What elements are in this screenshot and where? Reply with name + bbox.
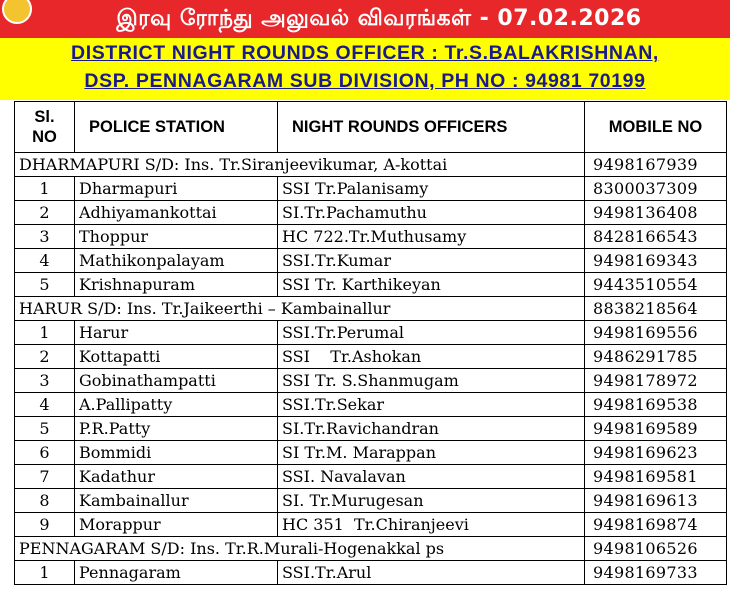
sl-no: 2 <box>15 345 75 369</box>
header-night-rounds-officers: NIGHT ROUNDS OFFICERS <box>278 102 585 153</box>
police-station: A.Pallipatty <box>75 393 278 417</box>
mobile-no: 9498169343 <box>585 249 727 273</box>
table-row <box>15 321 727 345</box>
officer-name: SSI Tr. Karthikeyan <box>278 273 585 297</box>
table-header-row <box>15 102 727 153</box>
sl-no: 1 <box>15 561 75 585</box>
district-officer-banner <box>0 38 730 100</box>
police-station: Krishnapuram <box>75 273 278 297</box>
tn-police-emblem-icon <box>2 0 32 24</box>
header-mobile-no: MOBILE NO <box>585 102 727 153</box>
police-station: Kottapatti <box>75 345 278 369</box>
mobile-no: 9498169874 <box>585 513 727 537</box>
group-title: DHARMAPURI S/D: Ins. Tr.Siranjeevikumar, A-kottai <box>15 153 585 177</box>
header-sl-no <box>15 102 75 153</box>
sl-no: 4 <box>15 249 75 273</box>
sl-no: 6 <box>15 441 75 465</box>
police-station: Thoppur <box>75 225 278 249</box>
sl-no: 1 <box>15 321 75 345</box>
officer-name: SSI.Tr.Arul <box>278 561 585 585</box>
group-mobile: 9498106526 <box>585 537 727 561</box>
mobile-no: 9498169613 <box>585 489 727 513</box>
sl-no: 1 <box>15 177 75 201</box>
sl-no: 2 <box>15 201 75 225</box>
dsp-contact-line: DSP. PENNAGARAM SUB DIVISION, PH NO : 94981 70199 <box>84 70 646 92</box>
sl-no: 5 <box>15 273 75 297</box>
group-title: PENNAGARAM S/D: Ins. Tr.R.Murali-Hogenakkal ps <box>15 537 585 561</box>
table-row <box>15 201 727 225</box>
police-station: Kambainallur <box>75 489 278 513</box>
mobile-no: 9443510554 <box>585 273 727 297</box>
table-row <box>15 393 727 417</box>
mobile-no: 9498169589 <box>585 417 727 441</box>
police-station: Morappur <box>75 513 278 537</box>
mobile-no: 9498169538 <box>585 393 727 417</box>
officer-name: HC 722.Tr.Muthusamy <box>278 225 585 249</box>
officer-name: SSI.Tr.Sekar <box>278 393 585 417</box>
table-row <box>15 513 727 537</box>
officer-name: SI.Tr.Pachamuthu <box>278 201 585 225</box>
mobile-no: 9486291785 <box>585 345 727 369</box>
header-police-station: POLICE STATION <box>75 102 278 153</box>
police-station: Gobinathampatti <box>75 369 278 393</box>
officer-name: SI Tr.M. Marappan <box>278 441 585 465</box>
police-station: Harur <box>75 321 278 345</box>
table-row <box>15 417 727 441</box>
police-station: Kadathur <box>75 465 278 489</box>
page-title: இரவு ரோந்து அலுவல் விவரங்கள் - 07.02.2026 <box>116 6 642 31</box>
mobile-no: 9498169623 <box>585 441 727 465</box>
sl-no: 4 <box>15 393 75 417</box>
mobile-no: 9498136408 <box>585 201 727 225</box>
police-station: P.R.Patty <box>75 417 278 441</box>
police-station: Bommidi <box>75 441 278 465</box>
group-mobile: 9498167939 <box>585 153 727 177</box>
police-station: Dharmapuri <box>75 177 278 201</box>
officer-name: SSI Tr. S.Shanmugam <box>278 369 585 393</box>
header-banner <box>0 0 730 38</box>
police-station: Mathikonpalayam <box>75 249 278 273</box>
officer-name: SI. Tr.Murugesan <box>278 489 585 513</box>
mobile-no: 9498169581 <box>585 465 727 489</box>
district-officer-line: DISTRICT NIGHT ROUNDS OFFICER : Tr.S.BALAKRISHNAN, <box>71 42 659 64</box>
officer-name: SSI. Navalavan <box>278 465 585 489</box>
header-sl-no-text: Sl. NO <box>32 108 57 146</box>
group-title: HARUR S/D: Ins. Tr.Jaikeerthi – Kambainallur <box>15 297 585 321</box>
sl-no: 9 <box>15 513 75 537</box>
table-row <box>15 177 727 201</box>
mobile-no: 9498178972 <box>585 369 727 393</box>
sl-no: 5 <box>15 417 75 441</box>
officer-name: SI.Tr.Ravichandran <box>278 417 585 441</box>
police-station: Adhiyamankottai <box>75 201 278 225</box>
group-row-dharmapuri <box>15 153 727 177</box>
table-row <box>15 441 727 465</box>
table-row <box>15 561 727 585</box>
table-row <box>15 369 727 393</box>
table-row <box>15 345 727 369</box>
sl-no: 3 <box>15 369 75 393</box>
police-station: Pennagaram <box>75 561 278 585</box>
group-row-harur <box>15 297 727 321</box>
table-row <box>15 273 727 297</box>
group-row-pennagaram <box>15 537 727 561</box>
table-row <box>15 225 727 249</box>
officer-name: SSI.Tr.Perumal <box>278 321 585 345</box>
sl-no: 3 <box>15 225 75 249</box>
officer-name: SSI Tr.Palanisamy <box>278 177 585 201</box>
group-mobile: 8838218564 <box>585 297 727 321</box>
sl-no: 7 <box>15 465 75 489</box>
night-rounds-table <box>14 101 727 585</box>
table-row <box>15 465 727 489</box>
sl-no: 8 <box>15 489 75 513</box>
mobile-no: 9498169556 <box>585 321 727 345</box>
table-row <box>15 489 727 513</box>
mobile-no: 9498169733 <box>585 561 727 585</box>
table-row <box>15 249 727 273</box>
officer-name: SSI.Tr.Kumar <box>278 249 585 273</box>
officer-name: HC 351 Tr.Chiranjeevi <box>278 513 585 537</box>
mobile-no: 8300037309 <box>585 177 727 201</box>
mobile-no: 8428166543 <box>585 225 727 249</box>
officer-name: SSI Tr.Ashokan <box>278 345 585 369</box>
